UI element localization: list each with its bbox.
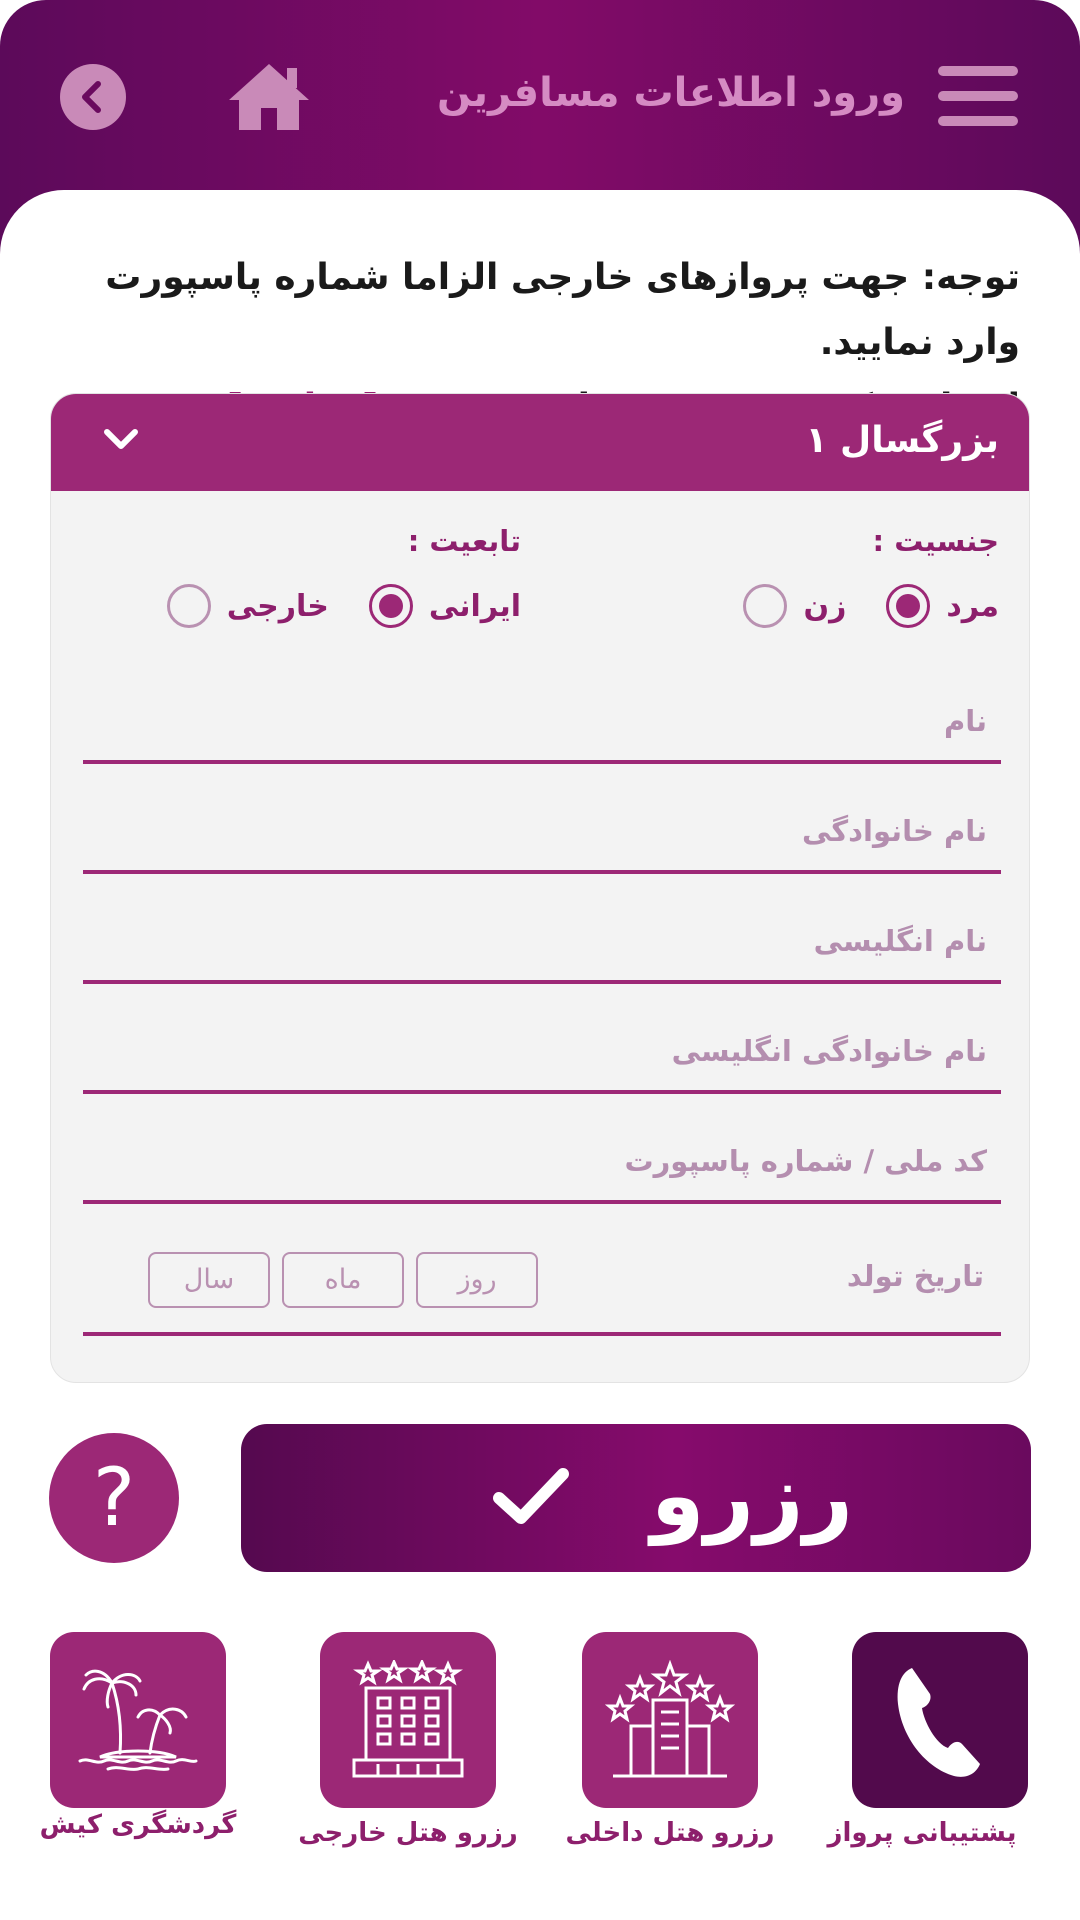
last-name-field[interactable] (83, 792, 1001, 874)
first-name-input[interactable] (83, 682, 1001, 760)
chevron-down-icon[interactable] (101, 424, 141, 454)
nationality-option-iranian[interactable] (369, 584, 521, 628)
nationality-option-foreign[interactable] (167, 584, 329, 628)
national-id-field[interactable] (83, 1122, 1001, 1204)
last-name-en-field[interactable] (83, 1012, 1001, 1094)
birth-year-select[interactable]: سال (148, 1252, 270, 1308)
help-button[interactable]: ? (49, 1433, 179, 1563)
foreign-hotel-tile[interactable] (320, 1632, 496, 1808)
first-name-field[interactable] (83, 682, 1001, 764)
page-title: ورود اطلاعات مسافرین (436, 70, 905, 116)
nationality-radio-group (127, 584, 521, 628)
home-icon[interactable] (225, 60, 313, 132)
back-icon[interactable] (60, 64, 126, 130)
notice-line-1: توجه: جهت پروازهای خارجی الزاما شماره پاسپورت وارد نمایید. (105, 257, 1020, 363)
gender-option-label: مرد (946, 588, 999, 624)
passenger-title: بزرگسال ۱ (805, 420, 999, 461)
gender-option-male[interactable] (886, 584, 999, 628)
reserve-button[interactable] (241, 1424, 1031, 1572)
reserve-label: رزرو (651, 1446, 853, 1546)
domestic-hotel-label: رزرو هتل داخلی (565, 1818, 775, 1848)
gender-radio-group (703, 584, 999, 628)
domestic-hotel-tile[interactable] (582, 1632, 758, 1808)
gender-option-female[interactable] (743, 584, 846, 628)
radio-unselected[interactable] (743, 584, 787, 628)
menu-icon[interactable] (938, 66, 1018, 126)
passenger-card (50, 393, 1030, 1383)
birth-date-underline (83, 1332, 1001, 1336)
last-name-en-input[interactable] (83, 1012, 1001, 1090)
kish-tourism-tile[interactable] (50, 1632, 226, 1808)
birth-month-select[interactable]: ماه (282, 1252, 404, 1308)
flight-support-label: پشتیبانی پرواز (827, 1818, 1017, 1848)
birth-date-label: تاریخ تولد (846, 1259, 984, 1293)
first-name-en-field[interactable] (83, 902, 1001, 984)
kish-tourism-label: گردشگری کیش (39, 1810, 237, 1840)
gender-option-label: زن (803, 588, 847, 624)
radio-unselected[interactable] (167, 584, 211, 628)
first-name-en-input[interactable] (83, 902, 1001, 980)
phone-icon (892, 1660, 988, 1780)
domestic-hotel-icon (605, 1660, 735, 1780)
gender-label: جنسیت : (872, 524, 999, 558)
nationality-label: تابعیت : (407, 524, 521, 558)
nationality-option-label: ایرانی (428, 588, 521, 624)
foreign-hotel-label: رزرو هتل خارجی (298, 1818, 518, 1848)
national-id-input[interactable] (83, 1122, 1001, 1200)
radio-selected[interactable] (886, 584, 930, 628)
radio-selected[interactable] (369, 584, 413, 628)
island-icon (78, 1665, 198, 1775)
birth-day-select[interactable]: روز (416, 1252, 538, 1308)
flight-support-tile[interactable] (852, 1632, 1028, 1808)
nationality-option-label: خارجی (226, 588, 329, 624)
last-name-input[interactable] (83, 792, 1001, 870)
foreign-hotel-icon (348, 1660, 468, 1780)
passenger-card-header[interactable] (51, 394, 1029, 491)
check-icon (491, 1464, 571, 1528)
